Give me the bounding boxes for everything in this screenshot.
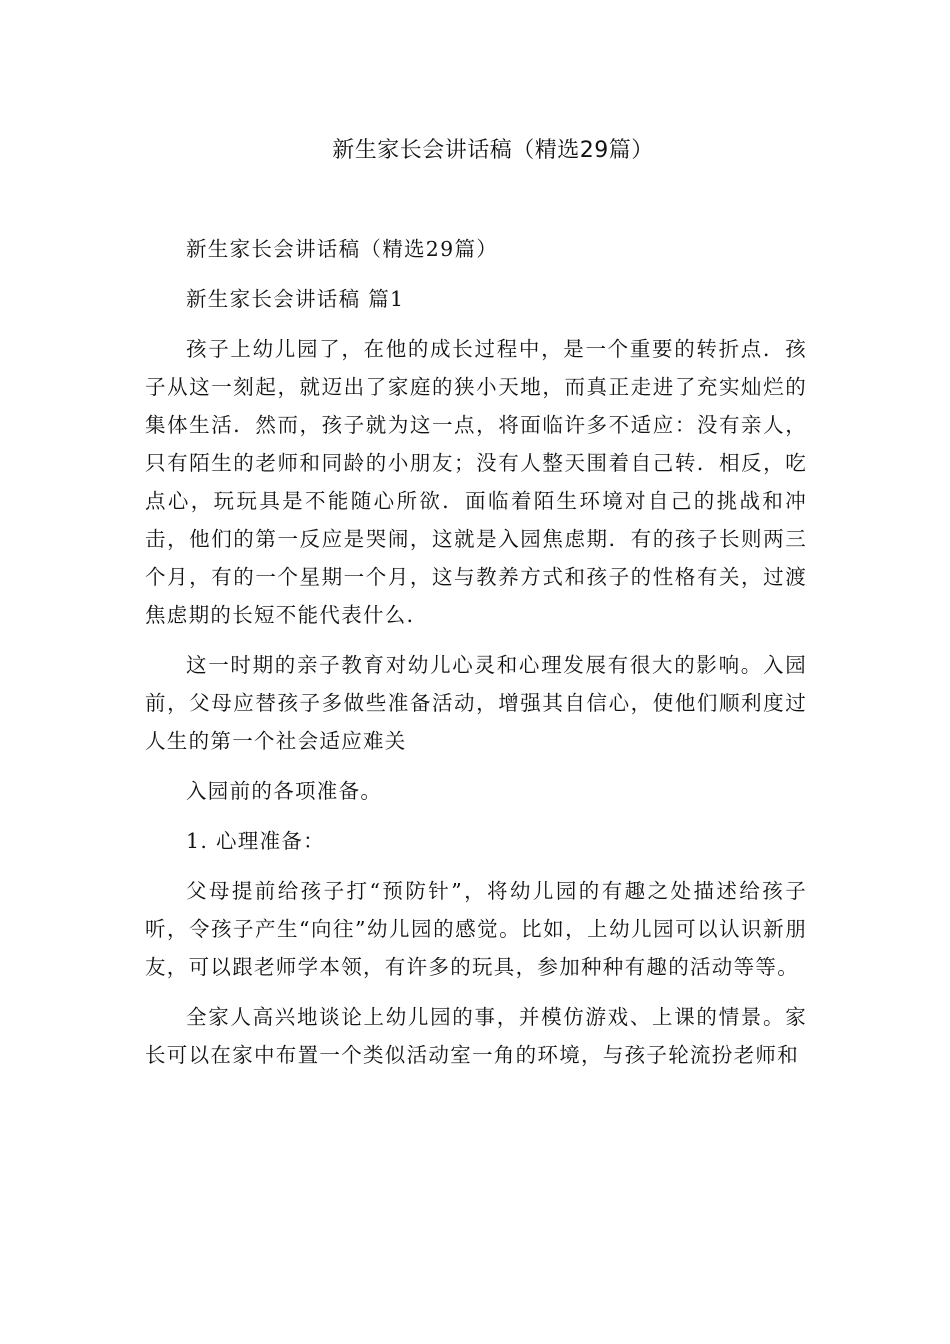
body-paragraph: 全家人高兴地谈论上幼儿园的事，并模仿游戏、上课的情景。家长可以在家中布置一个类似活动室一角的环境，与孩子轮流扮老师和 xyxy=(145,1005,807,1067)
body-paragraph: 父母提前给孩子打“预防针”，将幼儿园的有趣之处描述给孩子听，令孩子产生“向往”幼儿园的感觉。比如，上幼儿园可以认识新朋友，可以跟老师学本领，有许多的玩具，参加种种有趣的活动等等。 xyxy=(145,879,807,979)
body-paragraph: 入园前的各项准备。 xyxy=(186,779,383,803)
body-paragraph: 这一时期的亲子教育对幼儿心灵和心理发展有很大的影响。入园前，父母应替孩子多做些准备活动，增强其自信心，使他们顺利度过人生的第一个社会适应难关 xyxy=(145,653,807,753)
document-body xyxy=(145,230,807,1086)
list-item-heading: 1. 心理准备： xyxy=(186,829,325,853)
page-title: 新生家长会讲话稿（精选29篇） xyxy=(332,138,654,163)
subtitle-paragraph: 新生家长会讲话稿（精选29篇） xyxy=(186,237,499,261)
body-paragraph: 孩子上幼儿园了，在他的成长过程中，是一个重要的转折点．孩子从这一刻起，就迈出了家庭的狭小天地，而真正走进了充实灿烂的集体生活．然而，孩子就为这一点，将面临许多不适应：没有亲人，只有陌生的老师和同龄的小朋友；没有人整天围着自己转．相反，吃点心，玩玩具是不能随心所欲．面临着陌生环境对自己的挑战和冲击，他们的第一反应是哭闹，这就是入园焦虑期．有的孩子长则两三个月，有的一个星期一个月，这与教养方式和孩子的性格有关，过渡焦虑期的长短不能代表什么． xyxy=(145,337,807,627)
section-heading: 新生家长会讲话稿 篇1 xyxy=(186,287,405,311)
